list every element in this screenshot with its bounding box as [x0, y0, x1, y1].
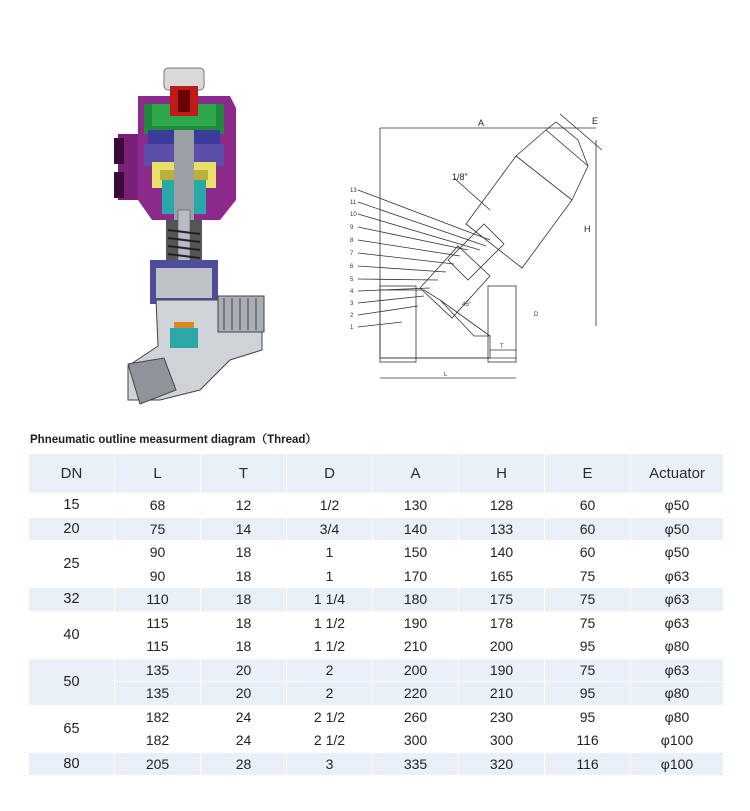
cell-h: 200 — [459, 635, 545, 659]
dimension-D-label: D — [534, 312, 539, 318]
cell-a: 150 — [373, 541, 459, 565]
cell-l: 110 — [115, 588, 201, 612]
cell-a: 190 — [373, 611, 459, 635]
cell-h: 300 — [459, 729, 545, 753]
cell-t: 28 — [201, 752, 287, 776]
cell-h: 140 — [459, 541, 545, 565]
cell-t: 24 — [201, 705, 287, 729]
cell-a: 335 — [373, 752, 459, 776]
dimension-T-label: T — [500, 344, 504, 350]
cell-dn: 20 — [29, 517, 115, 541]
part-number-1: 1 — [350, 325, 354, 331]
cell-l: 135 — [115, 682, 201, 706]
cell-h: 175 — [459, 588, 545, 612]
table-row — [29, 588, 724, 612]
cell-actuator: φ63 — [631, 611, 724, 635]
cell-h: 230 — [459, 705, 545, 729]
table-caption: Phneumatic outline measurment diagram（Thread） — [30, 434, 317, 446]
cell-a: 300 — [373, 729, 459, 753]
cell-l: 115 — [115, 635, 201, 659]
cell-h: 178 — [459, 611, 545, 635]
table-header-row — [29, 454, 724, 494]
thread-size-label: 1/8" — [452, 172, 468, 182]
cell-e: 75 — [545, 588, 631, 612]
cell-e: 60 — [545, 494, 631, 518]
cell-t: 20 — [201, 658, 287, 682]
cell-l: 182 — [115, 705, 201, 729]
cell-dn: 15 — [29, 494, 115, 518]
cell-l: 68 — [115, 494, 201, 518]
dimension-E-label: E — [592, 116, 599, 126]
cell-h: 128 — [459, 494, 545, 518]
cell-actuator: φ50 — [631, 494, 724, 518]
cell-l: 205 — [115, 752, 201, 776]
cell-l: 182 — [115, 729, 201, 753]
part-number-2: 2 — [350, 313, 354, 319]
column-header-t: T — [201, 454, 287, 494]
dimension-table — [28, 453, 724, 776]
cell-e: 95 — [545, 682, 631, 706]
cell-e: 75 — [545, 564, 631, 588]
cell-actuator: φ50 — [631, 517, 724, 541]
cell-d: 1 — [287, 564, 373, 588]
cell-t: 24 — [201, 729, 287, 753]
table-row — [29, 541, 724, 565]
table-row — [29, 611, 724, 635]
cell-a: 130 — [373, 494, 459, 518]
table-row — [29, 564, 724, 588]
cell-dn: 25 — [29, 541, 115, 588]
cell-d: 1 1/2 — [287, 635, 373, 659]
cell-h: 210 — [459, 682, 545, 706]
cell-d: 2 — [287, 658, 373, 682]
cell-actuator: φ80 — [631, 635, 724, 659]
part-number-8: 8 — [350, 238, 354, 244]
part-number-5: 5 — [350, 277, 354, 283]
angle-label: 45° — [462, 302, 472, 308]
cell-d: 2 — [287, 682, 373, 706]
column-header-h: H — [459, 454, 545, 494]
table-row — [29, 682, 724, 706]
cell-d: 1 1/2 — [287, 611, 373, 635]
cell-dn: 50 — [29, 658, 115, 705]
cell-a: 140 — [373, 517, 459, 541]
cell-e: 116 — [545, 729, 631, 753]
table-row — [29, 705, 724, 729]
cell-l: 75 — [115, 517, 201, 541]
cell-l: 90 — [115, 564, 201, 588]
cell-t: 20 — [201, 682, 287, 706]
cell-h: 320 — [459, 752, 545, 776]
cell-dn: 40 — [29, 611, 115, 658]
column-header-a: A — [373, 454, 459, 494]
table-row — [29, 752, 724, 776]
dimension-A-label: A — [478, 118, 485, 128]
cell-actuator: φ80 — [631, 705, 724, 729]
valve-cutaway-illustration — [100, 60, 280, 420]
cell-a: 210 — [373, 635, 459, 659]
cell-actuator: φ80 — [631, 682, 724, 706]
column-header-d: D — [287, 454, 373, 494]
cell-t: 18 — [201, 588, 287, 612]
cell-h: 190 — [459, 658, 545, 682]
cell-a: 200 — [373, 658, 459, 682]
cell-a: 260 — [373, 705, 459, 729]
cell-t: 18 — [201, 564, 287, 588]
cell-a: 170 — [373, 564, 459, 588]
part-number-6: 6 — [350, 264, 354, 270]
cell-d: 1 1/4 — [287, 588, 373, 612]
cell-e: 116 — [545, 752, 631, 776]
table-row — [29, 658, 724, 682]
cell-t: 18 — [201, 611, 287, 635]
cell-actuator: φ50 — [631, 541, 724, 565]
table-body — [29, 494, 724, 776]
part-number-11: 11 — [350, 200, 357, 206]
cell-d: 2 1/2 — [287, 729, 373, 753]
cell-e: 60 — [545, 541, 631, 565]
cell-e: 60 — [545, 517, 631, 541]
cell-d: 1 — [287, 541, 373, 565]
part-number-7: 7 — [350, 251, 354, 257]
cell-e: 75 — [545, 611, 631, 635]
cell-d: 3 — [287, 752, 373, 776]
table-row — [29, 494, 724, 518]
cell-e: 95 — [545, 635, 631, 659]
cell-dn: 65 — [29, 705, 115, 752]
cell-a: 180 — [373, 588, 459, 612]
table-row — [29, 729, 724, 753]
cell-dn: 32 — [29, 588, 115, 612]
cell-l: 115 — [115, 611, 201, 635]
dimension-H-label: H — [584, 224, 591, 234]
part-number-10: 10 — [350, 212, 357, 218]
cell-a: 220 — [373, 682, 459, 706]
cell-t: 18 — [201, 541, 287, 565]
cell-h: 165 — [459, 564, 545, 588]
column-header-dn: DN — [29, 454, 115, 494]
cell-actuator: φ63 — [631, 588, 724, 612]
column-header-l: L — [115, 454, 201, 494]
cell-actuator: φ100 — [631, 752, 724, 776]
cell-actuator: φ63 — [631, 564, 724, 588]
table-row — [29, 635, 724, 659]
cell-d: 1/2 — [287, 494, 373, 518]
cell-dn: 80 — [29, 752, 115, 776]
cell-d: 3/4 — [287, 517, 373, 541]
cell-l: 135 — [115, 658, 201, 682]
cell-e: 95 — [545, 705, 631, 729]
cell-actuator: φ63 — [631, 658, 724, 682]
dimension-L-label: L — [444, 372, 448, 378]
part-number-3: 3 — [350, 301, 354, 307]
cell-h: 133 — [459, 517, 545, 541]
part-number-4: 4 — [350, 289, 354, 295]
cell-actuator: φ100 — [631, 729, 724, 753]
column-header-e: E — [545, 454, 631, 494]
table-row — [29, 517, 724, 541]
cell-t: 18 — [201, 635, 287, 659]
part-number-9: 9 — [350, 225, 354, 231]
cell-d: 2 1/2 — [287, 705, 373, 729]
cell-t: 14 — [201, 517, 287, 541]
column-header-actuator: Actuator — [631, 454, 724, 494]
outline-dimension-drawing — [340, 100, 620, 390]
cell-t: 12 — [201, 494, 287, 518]
cell-l: 90 — [115, 541, 201, 565]
part-number-13: 13 — [350, 188, 357, 194]
cell-e: 75 — [545, 658, 631, 682]
